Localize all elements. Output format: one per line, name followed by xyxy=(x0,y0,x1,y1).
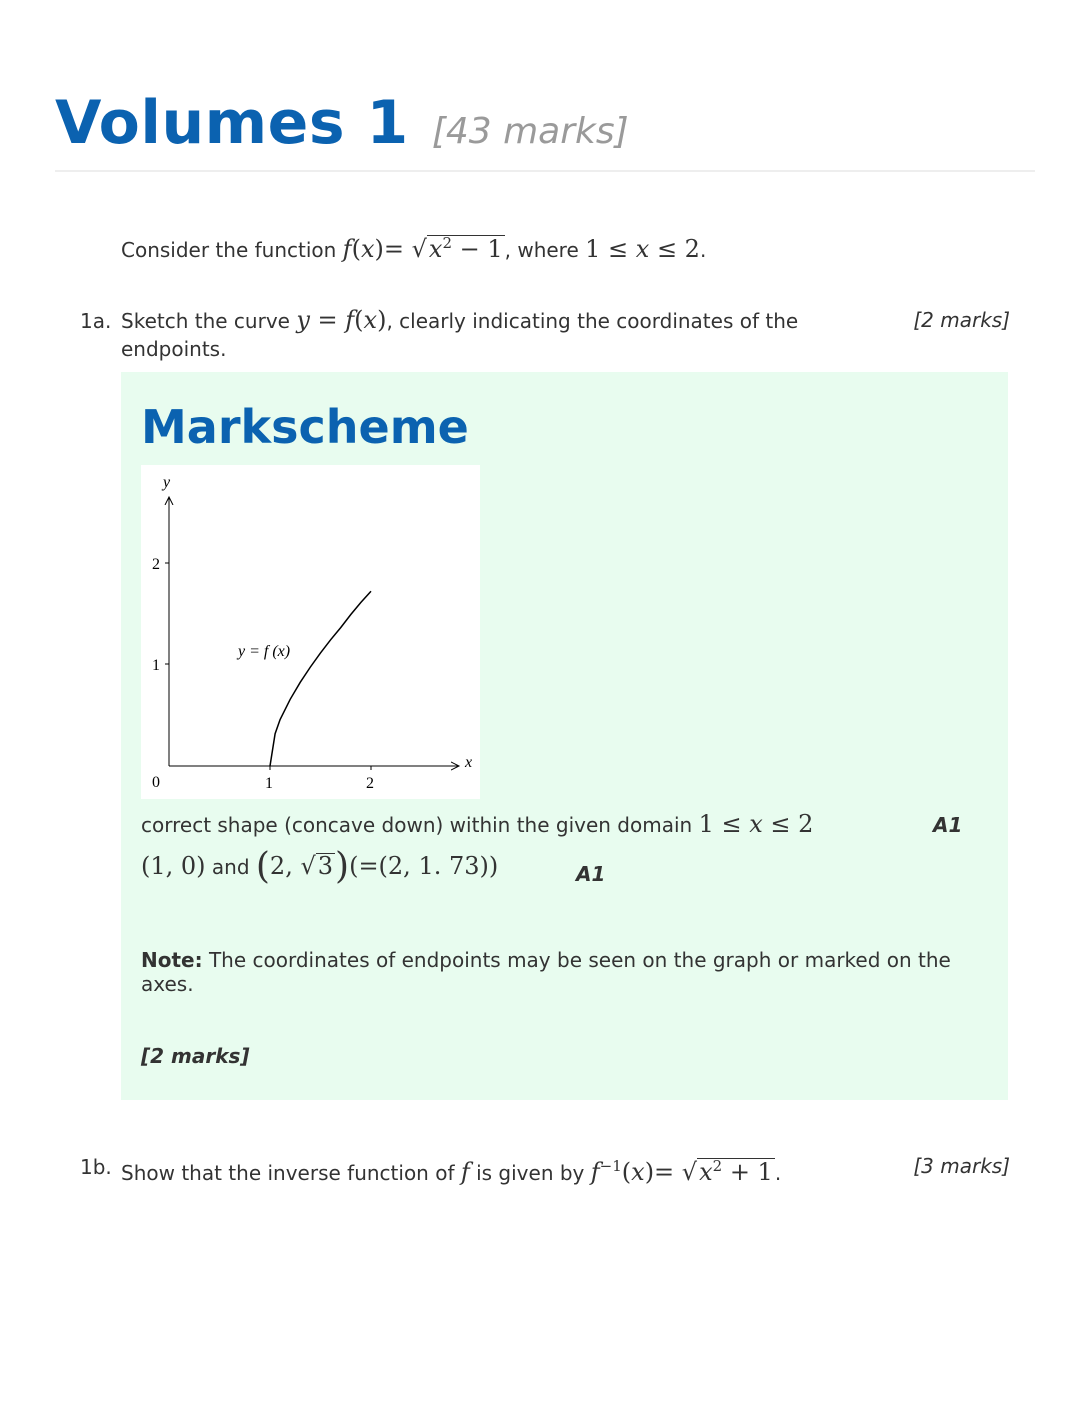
graph-svg xyxy=(141,465,480,799)
markscheme-note xyxy=(141,948,981,996)
award-a1-line1: A1 xyxy=(933,813,963,837)
question-marks-1b: [3 marks] xyxy=(913,1154,1010,1178)
note-label: Note: xyxy=(141,948,203,972)
endpoint-1: (1, 0) xyxy=(141,852,206,880)
curve-expression: y = f(x) xyxy=(296,306,387,334)
page-title: Volumes 1 xyxy=(55,88,409,158)
line2-and: and xyxy=(205,855,256,879)
total-marks: [43 marks] xyxy=(431,111,629,152)
award-a1-line2: A1 xyxy=(576,862,606,886)
question-marks-1a: [2 marks] xyxy=(913,308,1010,332)
q1b-text-after: . xyxy=(774,1161,782,1185)
x-tick-label-2: 2 xyxy=(366,775,374,792)
markscheme-panel xyxy=(121,372,1008,1100)
intro-suffix: . xyxy=(699,238,707,262)
markscheme-line-1 xyxy=(141,810,841,838)
q1b-text-before: Show that the inverse function of xyxy=(121,1161,461,1185)
markscheme-line-2 xyxy=(141,846,641,887)
function-definition: $f(x)= √x^2 - 1$ xyxy=(342,234,503,263)
question-text-1a xyxy=(121,306,861,363)
x-axis-label: x xyxy=(465,754,473,771)
y-axis-label: y xyxy=(163,474,171,491)
endpoint-2: (2, √3)(=(2, 1. 73)) xyxy=(255,846,499,887)
title-divider xyxy=(55,170,1035,172)
curve-line xyxy=(270,591,371,766)
markscheme-marks: [2 marks] xyxy=(141,1044,250,1068)
question-number-1a: 1a. xyxy=(80,309,112,333)
question-text-1b xyxy=(121,1152,881,1187)
function-symbol: f xyxy=(460,1158,470,1186)
markscheme-title: Markscheme xyxy=(141,400,469,454)
y-tick-label-2: 2 xyxy=(152,556,160,573)
intro-prefix: Consider the function xyxy=(121,238,343,262)
intro-statement xyxy=(121,230,706,269)
inverse-function-expression: $f^{-1}(x)= √x^2 + 1$ xyxy=(590,1157,773,1186)
q1b-text-mid: is given by xyxy=(469,1161,591,1185)
domain-expression: 1 ≤ x ≤ 2 xyxy=(585,235,700,263)
line1-text: correct shape (concave down) within the given domain xyxy=(141,813,699,837)
curve-label: y = f (x) xyxy=(238,643,291,660)
x-tick-label-1: 1 xyxy=(265,775,273,792)
origin-label: 0 xyxy=(152,774,160,791)
q1a-text-before: Sketch the curve xyxy=(121,309,297,333)
q1a-text-after: , clearly indicating the coordinates of the endpoints. xyxy=(121,309,799,361)
line1-domain: 1 ≤ x ≤ 2 xyxy=(698,810,814,838)
y-tick-label-1: 1 xyxy=(152,657,160,674)
note-text: The coordinates of endpoints may be seen on the graph or marked on the axes. xyxy=(141,948,951,996)
page-header xyxy=(55,88,1035,158)
question-number-1b: 1b. xyxy=(80,1155,112,1179)
intro-mid: , where xyxy=(504,238,586,262)
sketch-graph xyxy=(141,465,480,799)
